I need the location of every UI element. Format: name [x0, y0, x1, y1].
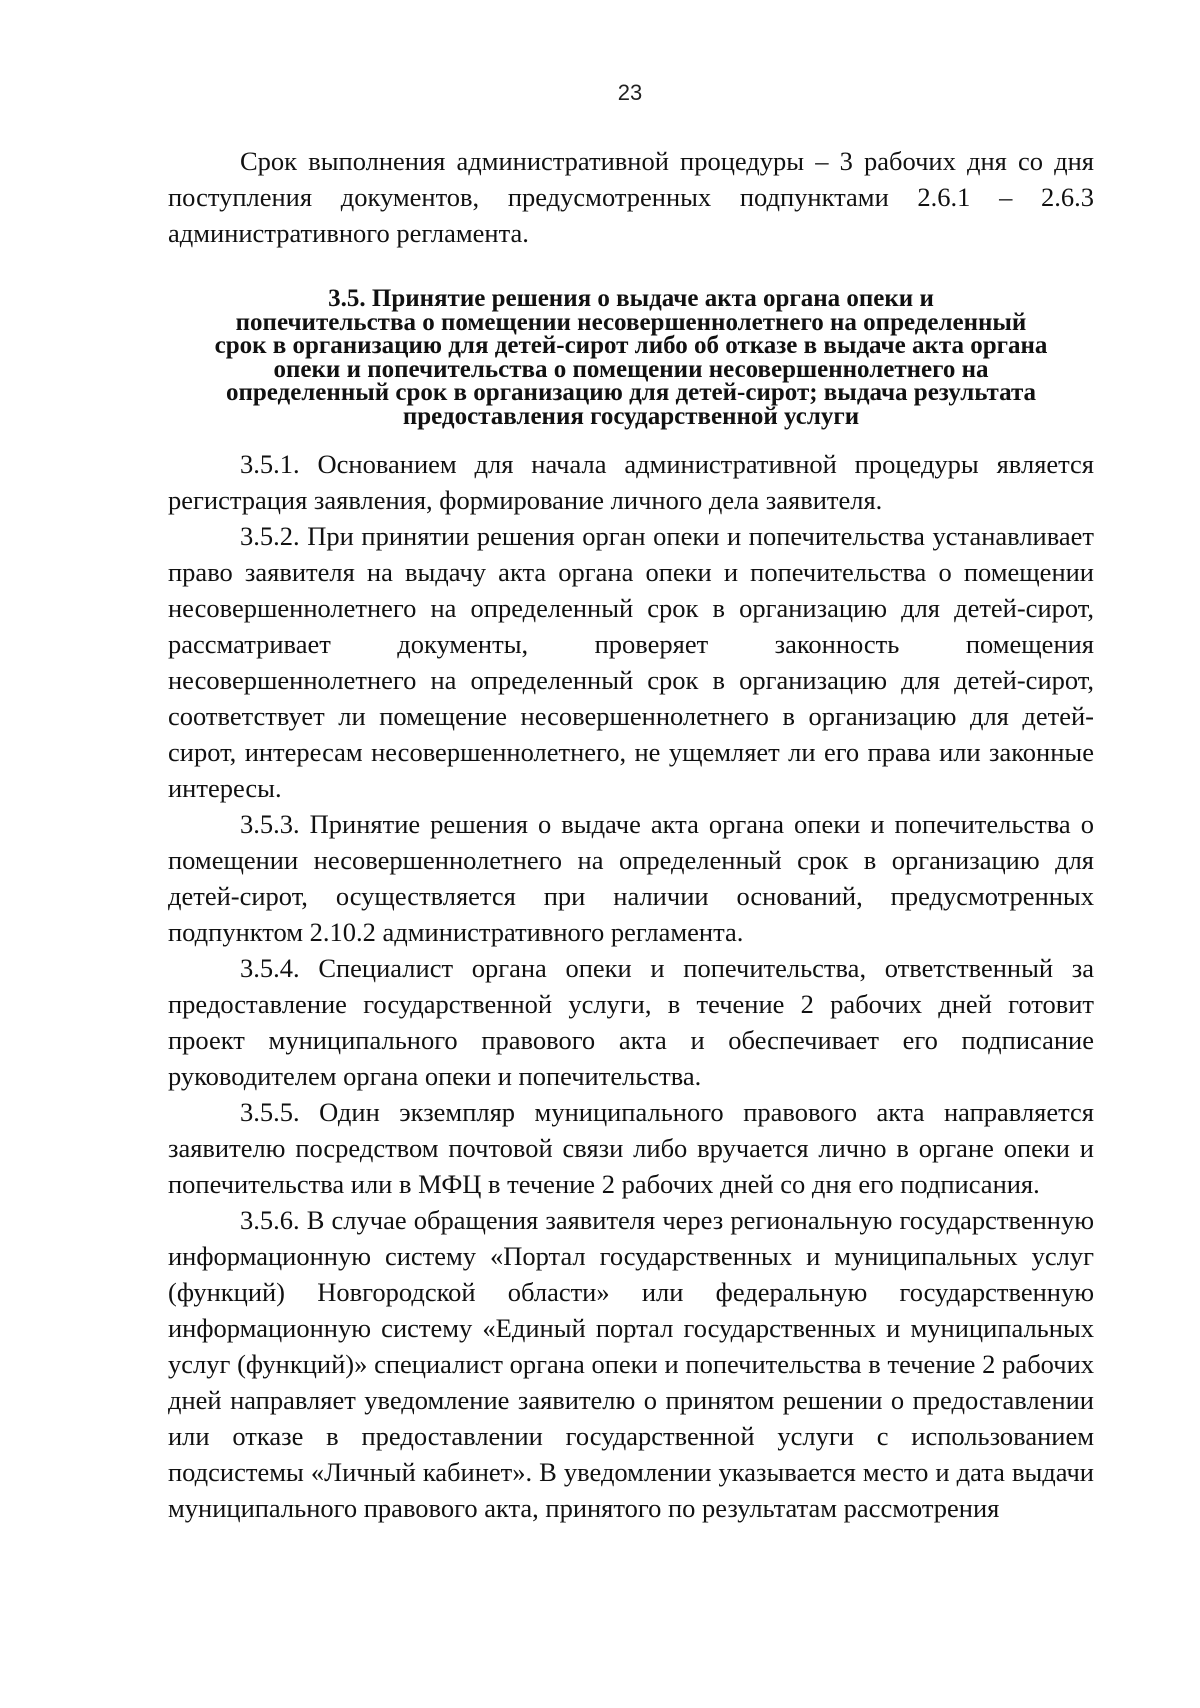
document-body — [168, 143, 1094, 1526]
section-heading-line: опеки и попечительства о помещении несовершеннолетнего на — [273, 355, 989, 383]
section-heading-line: попечительства о помещении несовершеннолетнего на определенный — [235, 308, 1027, 336]
paragraph-3-5-5: 3.5.5. Один экземпляр муниципального правового акта направляется заявителю посредством почтовой связи либо вручается лично в органе опеки и попечительства или в МФЦ в течение 2 рабочих дней со дня его подписания. — [168, 1097, 1094, 1199]
paragraph-3-5-4: 3.5.4. Специалист органа опеки и попечительства, ответственный за предоставление государственной услуги, в течение 2 рабочих дней готовит проект муниципального правового акта и обеспечивает его подписание руководителем органа опеки и попечительства. — [168, 953, 1094, 1091]
section-heading-line: предоставления государственной услуги — [402, 402, 860, 430]
section-heading-line: 3.5. Принятие решения о выдаче акта органа опеки и — [328, 285, 934, 312]
paragraph-3-5-6: 3.5.6. В случае обращения заявителя через региональную государственную информационную систему «Портал государственных и муниципальных услуг (функций) Новгородской области» или федеральную государственную информационную систему «Единый портал государственных и муниципальных услуг (функций)» специалист органа опеки и попечительства в течение 2 рабочих дней направляет уведомление заявителю о принятом решении о предоставлении или отказе в предоставлении государственной услуги с использованием подсистемы «Личный кабинет». В уведомлении указывается место и дата выдачи муниципального правового акта, принятого по результатам рассмотрения — [168, 1205, 1094, 1523]
paragraph-3-5-3: 3.5.3. Принятие решения о выдаче акта органа опеки и попечительства о помещении несовершеннолетнего на определенный срок в организацию для детей-сирот, осуществляется при наличии оснований, предусмотренных подпунктом 2.10.2 административного регламента. — [168, 809, 1094, 947]
section-heading-line: определенный срок в организацию для детей-сирот; выдача результата — [225, 379, 1037, 406]
intro-paragraph: Срок выполнения административной процедуры – 3 рабочих дня со дня поступления документов, предусмотренных подпунктами 2.6.1 – 2.6.3 административного регламента. — [168, 146, 1094, 248]
paragraph-3-5-1: 3.5.1. Основанием для начала административной процедуры является регистрация заявления, формирование личного дела заявителя. — [168, 449, 1094, 515]
section-heading-line: срок в организацию для детей-сирот либо об отказе в выдаче акта органа — [214, 332, 1048, 359]
page-number: 23 — [617, 80, 643, 105]
paragraph-3-5-2: 3.5.2. При принятии решения орган опеки и попечительства устанавливает право заявителя на выдачу акта органа опеки и попечительства о помещении несовершеннолетнего на определенный срок в организацию для детей-сирот, рассматривает документы, проверяет законность помещения несовершеннолетнего на определенный срок в организацию для детей-сирот, соответствует ли помещение несовершеннолетнего в организацию для детей-сирот, интересам несовершеннолетнего, не ущемляет ли его права или законные интересы. — [168, 521, 1094, 803]
section-heading — [168, 287, 1094, 428]
